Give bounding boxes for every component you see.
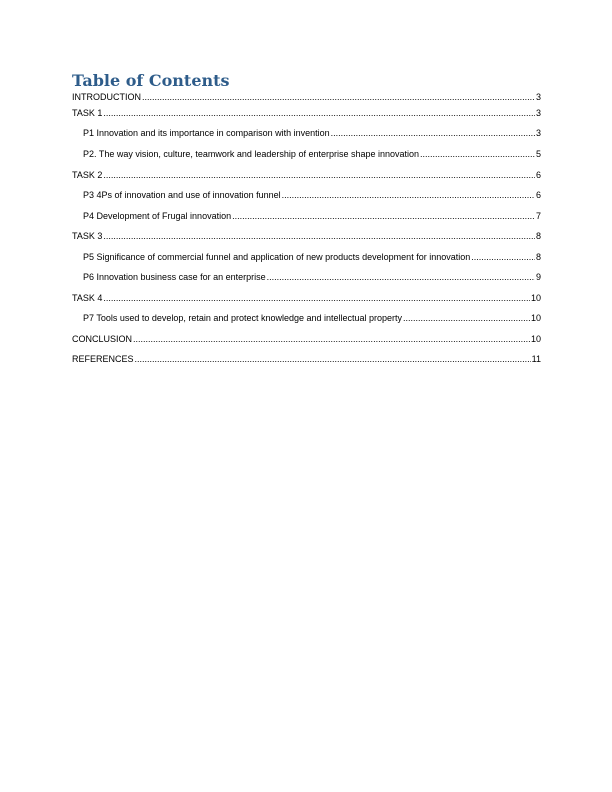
toc-page-number: 6	[535, 170, 541, 180]
toc-entry-section[interactable]	[72, 293, 541, 304]
toc-entry-label: CONCLUSION	[72, 334, 133, 344]
toc-entry-section[interactable]	[72, 354, 541, 365]
toc-dot-leader	[103, 231, 535, 242]
toc-dot-leader	[282, 190, 535, 201]
toc-entry-subsection[interactable]	[72, 252, 541, 263]
toc-entry-label: P4 Development of Frugal innovation	[83, 211, 232, 221]
toc-title: Table of Contents	[72, 71, 230, 90]
toc-entry-label: TASK 3	[72, 231, 103, 241]
toc-page-number: 3	[535, 92, 541, 102]
toc-dot-leader	[103, 293, 530, 304]
toc-page-number: 5	[535, 149, 541, 159]
toc-dot-leader	[331, 128, 535, 139]
toc-entry-subsection[interactable]	[72, 149, 541, 160]
toc-page-number: 3	[535, 128, 541, 138]
toc-entry-section[interactable]	[72, 231, 541, 242]
toc-dot-leader	[403, 313, 530, 324]
toc-dot-leader	[420, 149, 535, 160]
toc-entry-label: REFERENCES	[72, 354, 134, 364]
toc-page-number: 9	[535, 272, 541, 282]
toc-entry-label: TASK 2	[72, 170, 103, 180]
toc-page-number: 7	[535, 211, 541, 221]
toc-entry-label: P3 4Ps of innovation and use of innovation funnel	[83, 190, 281, 200]
toc-dot-leader	[103, 170, 535, 181]
toc-dot-leader	[133, 334, 530, 345]
toc-dot-leader	[471, 252, 535, 263]
toc-entry-label: P2. The way vision, culture, teamwork and leadership of enterprise shape innovation	[83, 149, 420, 159]
toc-page-number: 6	[535, 190, 541, 200]
toc-entry-label: P7 Tools used to develop, retain and protect knowledge and intellectual property	[83, 313, 403, 323]
toc-page-number: 3	[535, 108, 541, 118]
toc-dot-leader	[103, 108, 535, 119]
toc-entry-subsection[interactable]	[72, 211, 541, 222]
toc-entry-section[interactable]	[72, 334, 541, 345]
toc-page-number: 8	[535, 252, 541, 262]
toc-entry-subsection[interactable]	[72, 272, 541, 283]
toc-dot-leader	[267, 272, 535, 283]
toc-entry-label: TASK 4	[72, 293, 103, 303]
toc-entry-subsection[interactable]	[72, 128, 541, 139]
toc-entry-label: P6 Innovation business case for an enterprise	[83, 272, 266, 282]
toc-entry-subsection[interactable]	[72, 190, 541, 201]
toc-dot-leader	[135, 354, 531, 365]
toc-entry-label: P5 Significance of commercial funnel and application of new products development for innovation	[83, 252, 471, 262]
toc-entry-subsection[interactable]	[72, 313, 541, 324]
toc-entry-label: TASK 1	[72, 108, 103, 118]
toc-entry-section[interactable]	[72, 108, 541, 119]
toc-dot-leader	[232, 211, 535, 222]
toc-page-number: 11	[531, 354, 541, 364]
toc-page-number: 10	[530, 313, 541, 323]
toc-page-number: 10	[530, 334, 541, 344]
toc-entry-section[interactable]	[72, 170, 541, 181]
toc-entry-section[interactable]	[72, 92, 541, 103]
toc-entry-label: INTRODUCTION	[72, 92, 141, 102]
toc-dot-leader	[142, 92, 535, 103]
toc-page-number: 8	[535, 231, 541, 241]
toc-page-number: 10	[530, 293, 541, 303]
toc-entry-label: P1 Innovation and its importance in comparison with invention	[83, 128, 330, 138]
